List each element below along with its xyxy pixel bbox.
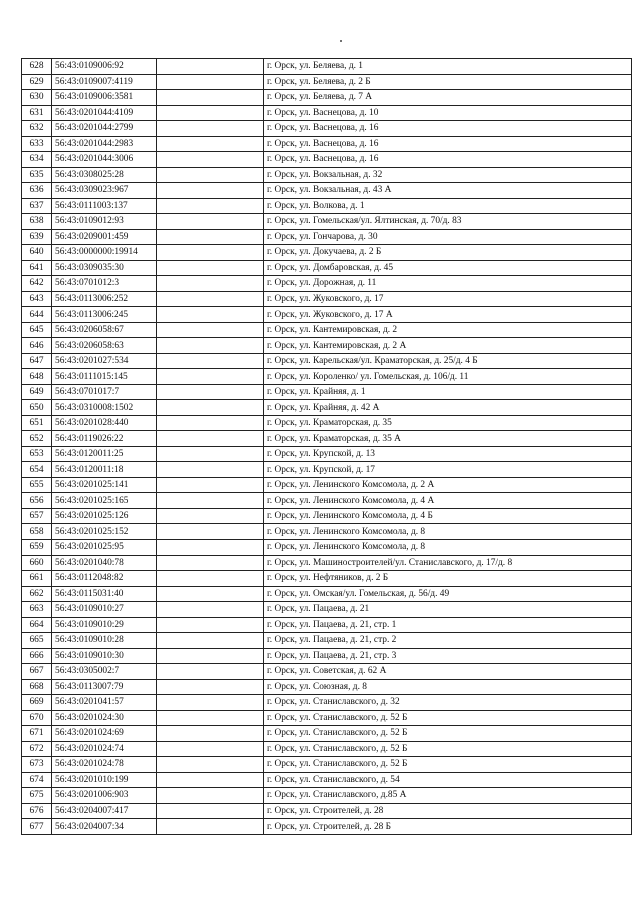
empty-cell bbox=[157, 136, 264, 152]
row-number: 650 bbox=[22, 400, 52, 416]
cadastral-number: 56:43:0119026:22 bbox=[52, 431, 157, 447]
empty-cell bbox=[157, 245, 264, 261]
row-number: 656 bbox=[22, 493, 52, 509]
address: г. Орск, ул. Гончарова, д. 30 bbox=[264, 229, 632, 245]
table-row bbox=[22, 276, 632, 292]
table-row bbox=[22, 524, 632, 540]
row-number: 653 bbox=[22, 446, 52, 462]
table-row bbox=[22, 74, 632, 90]
empty-cell bbox=[157, 322, 264, 338]
address: г. Орск, ул. Ленинского Комсомола, д. 4 А bbox=[264, 493, 632, 509]
address: г. Орск, ул. Ленинского Комсомола, д. 8 bbox=[264, 539, 632, 555]
address: г. Орск, ул. Волкова, д. 1 bbox=[264, 198, 632, 214]
cadastral-number: 56:43:0701017:7 bbox=[52, 384, 157, 400]
cadastral-number: 56:43:0305002:7 bbox=[52, 664, 157, 680]
cadastral-number: 56:43:0308025:28 bbox=[52, 167, 157, 183]
address: г. Орск, ул. Васнецова, д. 10 bbox=[264, 105, 632, 121]
empty-cell bbox=[157, 260, 264, 276]
cadastral-number: 56:43:0109010:28 bbox=[52, 633, 157, 649]
row-number: 635 bbox=[22, 167, 52, 183]
table-row bbox=[22, 803, 632, 819]
row-number: 644 bbox=[22, 307, 52, 323]
empty-cell bbox=[157, 493, 264, 509]
empty-cell bbox=[157, 710, 264, 726]
table-row bbox=[22, 462, 632, 478]
row-number: 632 bbox=[22, 121, 52, 137]
empty-cell bbox=[157, 648, 264, 664]
address: г. Орск, ул. Советская, д. 62 А bbox=[264, 664, 632, 680]
cadastral-number: 56:43:0109006:3581 bbox=[52, 90, 157, 106]
table-row bbox=[22, 648, 632, 664]
table-row bbox=[22, 710, 632, 726]
empty-cell bbox=[157, 307, 264, 323]
table-row bbox=[22, 788, 632, 804]
table-row bbox=[22, 183, 632, 199]
empty-cell bbox=[157, 353, 264, 369]
address: г. Орск, ул. Васнецова, д. 16 bbox=[264, 121, 632, 137]
cadastral-number: 56:43:0201025:152 bbox=[52, 524, 157, 540]
cadastral-number: 56:43:0204007:417 bbox=[52, 803, 157, 819]
table-row bbox=[22, 384, 632, 400]
table-row bbox=[22, 291, 632, 307]
cadastral-number: 56:43:0209001:459 bbox=[52, 229, 157, 245]
table-row bbox=[22, 152, 632, 168]
row-number: 628 bbox=[22, 59, 52, 75]
empty-cell bbox=[157, 369, 264, 385]
empty-cell bbox=[157, 726, 264, 742]
table-row bbox=[22, 772, 632, 788]
address: г. Орск, ул. Беляева, д. 1 bbox=[264, 59, 632, 75]
empty-cell bbox=[157, 400, 264, 416]
row-number: 659 bbox=[22, 539, 52, 555]
row-number: 660 bbox=[22, 555, 52, 571]
address: г. Орск, ул. Крупской, д. 13 bbox=[264, 446, 632, 462]
table-row bbox=[22, 586, 632, 602]
row-number: 666 bbox=[22, 648, 52, 664]
empty-cell bbox=[157, 183, 264, 199]
address: г. Орск, ул. Жуковского, д. 17 А bbox=[264, 307, 632, 323]
row-number: 658 bbox=[22, 524, 52, 540]
address: г. Орск, ул. Карельская/ул. Краматорская, д. 25/д. 4 Б bbox=[264, 353, 632, 369]
address: г. Орск, ул. Жуковского, д. 17 bbox=[264, 291, 632, 307]
cadastral-number: 56:43:0206058:63 bbox=[52, 338, 157, 354]
address: г. Орск, ул. Ленинского Комсомола, д. 2 А bbox=[264, 477, 632, 493]
row-number: 677 bbox=[22, 819, 52, 835]
cadastral-number: 56:43:0201025:165 bbox=[52, 493, 157, 509]
cadastral-number: 56:43:0113006:245 bbox=[52, 307, 157, 323]
empty-cell bbox=[157, 788, 264, 804]
row-number: 661 bbox=[22, 571, 52, 587]
empty-cell bbox=[157, 198, 264, 214]
table-row bbox=[22, 322, 632, 338]
address: г. Орск, ул. Союзная, д. 8 bbox=[264, 679, 632, 695]
row-number: 629 bbox=[22, 74, 52, 90]
table-row bbox=[22, 260, 632, 276]
cadastral-number: 56:43:0201044:2799 bbox=[52, 121, 157, 137]
row-number: 643 bbox=[22, 291, 52, 307]
cadastral-number: 56:43:0201025:126 bbox=[52, 508, 157, 524]
address: г. Орск, ул. Станиславского, д.85 А bbox=[264, 788, 632, 804]
cadastral-number: 56:43:0201028:440 bbox=[52, 415, 157, 431]
empty-cell bbox=[157, 602, 264, 618]
table-row bbox=[22, 695, 632, 711]
cadastral-number: 56:43:0120011:25 bbox=[52, 446, 157, 462]
table-row bbox=[22, 214, 632, 230]
row-number: 667 bbox=[22, 664, 52, 680]
row-number: 641 bbox=[22, 260, 52, 276]
row-number: 649 bbox=[22, 384, 52, 400]
row-number: 669 bbox=[22, 695, 52, 711]
address: г. Орск, ул. Станиславского, д. 52 Б bbox=[264, 757, 632, 773]
row-number: 651 bbox=[22, 415, 52, 431]
table-row bbox=[22, 105, 632, 121]
address: г. Орск, ул. Ленинского Комсомола, д. 4 Б bbox=[264, 508, 632, 524]
table-row bbox=[22, 555, 632, 571]
row-number: 676 bbox=[22, 803, 52, 819]
cadastral-number: 56:43:0109007:4119 bbox=[52, 74, 157, 90]
table-row bbox=[22, 415, 632, 431]
row-number: 646 bbox=[22, 338, 52, 354]
table-row bbox=[22, 90, 632, 106]
empty-cell bbox=[157, 803, 264, 819]
table-row bbox=[22, 633, 632, 649]
address: г. Орск, ул. Строителей, д. 28 Б bbox=[264, 819, 632, 835]
cadastral-number: 56:43:0109010:27 bbox=[52, 602, 157, 618]
address: г. Орск, ул. Станиславского, д. 52 Б bbox=[264, 726, 632, 742]
table-row bbox=[22, 602, 632, 618]
row-number: 637 bbox=[22, 198, 52, 214]
cadastral-number: 56:43:0201010:199 bbox=[52, 772, 157, 788]
address: г. Орск, ул. Крайняя, д. 42 А bbox=[264, 400, 632, 416]
empty-cell bbox=[157, 105, 264, 121]
cadastral-number: 56:43:0109006:92 bbox=[52, 59, 157, 75]
empty-cell bbox=[157, 74, 264, 90]
cadastral-number: 56:43:0701012:3 bbox=[52, 276, 157, 292]
address: г. Орск, ул. Васнецова, д. 16 bbox=[264, 152, 632, 168]
row-number: 654 bbox=[22, 462, 52, 478]
cadastral-number: 56:43:0310008:1502 bbox=[52, 400, 157, 416]
address: г. Орск, ул. Станиславского, д. 52 Б bbox=[264, 741, 632, 757]
address: г. Орск, ул. Ленинского Комсомола, д. 8 bbox=[264, 524, 632, 540]
empty-cell bbox=[157, 539, 264, 555]
cadastral-number: 56:43:0201044:3006 bbox=[52, 152, 157, 168]
empty-cell bbox=[157, 633, 264, 649]
table-row bbox=[22, 477, 632, 493]
address: г. Орск, ул. Вокзальная, д. 32 bbox=[264, 167, 632, 183]
cadastral-number: 56:43:0201040:78 bbox=[52, 555, 157, 571]
empty-cell bbox=[157, 152, 264, 168]
address: г. Орск, ул. Докучаева, д. 2 Б bbox=[264, 245, 632, 261]
table-row bbox=[22, 229, 632, 245]
row-number: 631 bbox=[22, 105, 52, 121]
property-register-table bbox=[21, 58, 632, 835]
table-row bbox=[22, 679, 632, 695]
table-row bbox=[22, 121, 632, 137]
cadastral-number: 56:43:0109010:29 bbox=[52, 617, 157, 633]
cadastral-number: 56:43:0201041:57 bbox=[52, 695, 157, 711]
table-row bbox=[22, 493, 632, 509]
empty-cell bbox=[157, 555, 264, 571]
address: г. Орск, ул. Беляева, д. 2 Б bbox=[264, 74, 632, 90]
address: г. Орск, ул. Пацаева, д. 21, стр. 3 bbox=[264, 648, 632, 664]
cadastral-number: 56:43:0309023:967 bbox=[52, 183, 157, 199]
row-number: 655 bbox=[22, 477, 52, 493]
address: г. Орск, ул. Крупской, д. 17 bbox=[264, 462, 632, 478]
address: г. Орск, ул. Домбаровская, д. 45 bbox=[264, 260, 632, 276]
table-row bbox=[22, 741, 632, 757]
table-row bbox=[22, 400, 632, 416]
address: г. Орск, ул. Васнецова, д. 16 bbox=[264, 136, 632, 152]
address: г. Орск, ул. Краматорская, д. 35 А bbox=[264, 431, 632, 447]
row-number: 640 bbox=[22, 245, 52, 261]
row-number: 663 bbox=[22, 602, 52, 618]
table-row bbox=[22, 726, 632, 742]
cadastral-number: 56:43:0201024:69 bbox=[52, 726, 157, 742]
empty-cell bbox=[157, 415, 264, 431]
address: г. Орск, ул. Нефтяников, д. 2 Б bbox=[264, 571, 632, 587]
address: г. Орск, ул. Машиностроителей/ул. Станиславского, д. 17/д. 8 bbox=[264, 555, 632, 571]
empty-cell bbox=[157, 462, 264, 478]
empty-cell bbox=[157, 524, 264, 540]
row-number: 672 bbox=[22, 741, 52, 757]
empty-cell bbox=[157, 431, 264, 447]
row-number: 668 bbox=[22, 679, 52, 695]
address: г. Орск, ул. Омская/ул. Гомельская, д. 56/д. 49 bbox=[264, 586, 632, 602]
cadastral-number: 56:43:0201025:141 bbox=[52, 477, 157, 493]
address: г. Орск, ул. Пацаева, д. 21, стр. 1 bbox=[264, 617, 632, 633]
cadastral-number: 56:43:0201006:903 bbox=[52, 788, 157, 804]
row-number: 636 bbox=[22, 183, 52, 199]
empty-cell bbox=[157, 819, 264, 835]
address: г. Орск, ул. Короленко/ ул. Гомельская, д. 106/д. 11 bbox=[264, 369, 632, 385]
cadastral-number: 56:43:0115031:40 bbox=[52, 586, 157, 602]
empty-cell bbox=[157, 167, 264, 183]
row-number: 664 bbox=[22, 617, 52, 633]
address: г. Орск, ул. Пацаева, д. 21 bbox=[264, 602, 632, 618]
row-number: 657 bbox=[22, 508, 52, 524]
empty-cell bbox=[157, 741, 264, 757]
cadastral-number: 56:43:0201024:74 bbox=[52, 741, 157, 757]
address: г. Орск, ул. Крайняя, д. 1 bbox=[264, 384, 632, 400]
cadastral-number: 56:43:0112048:82 bbox=[52, 571, 157, 587]
cadastral-number: 56:43:0201024:30 bbox=[52, 710, 157, 726]
table-row bbox=[22, 446, 632, 462]
empty-cell bbox=[157, 90, 264, 106]
address: г. Орск, ул. Дорожная, д. 11 bbox=[264, 276, 632, 292]
table-row bbox=[22, 757, 632, 773]
empty-cell bbox=[157, 757, 264, 773]
row-number: 673 bbox=[22, 757, 52, 773]
table-row bbox=[22, 431, 632, 447]
row-number: 662 bbox=[22, 586, 52, 602]
table-row bbox=[22, 369, 632, 385]
empty-cell bbox=[157, 291, 264, 307]
empty-cell bbox=[157, 571, 264, 587]
empty-cell bbox=[157, 384, 264, 400]
table-row bbox=[22, 819, 632, 835]
address: г. Орск, ул. Станиславского, д. 32 bbox=[264, 695, 632, 711]
row-number: 652 bbox=[22, 431, 52, 447]
cadastral-number: 56:43:0000000:19914 bbox=[52, 245, 157, 261]
empty-cell bbox=[157, 214, 264, 230]
cadastral-number: 56:43:0111015:145 bbox=[52, 369, 157, 385]
table-row bbox=[22, 664, 632, 680]
cadastral-number: 56:43:0201027:534 bbox=[52, 353, 157, 369]
row-number: 675 bbox=[22, 788, 52, 804]
empty-cell bbox=[157, 59, 264, 75]
address: г. Орск, ул. Беляева, д. 7 А bbox=[264, 90, 632, 106]
empty-cell bbox=[157, 276, 264, 292]
table-row bbox=[22, 539, 632, 555]
row-number: 630 bbox=[22, 90, 52, 106]
empty-cell bbox=[157, 508, 264, 524]
empty-cell bbox=[157, 121, 264, 137]
empty-cell bbox=[157, 664, 264, 680]
cadastral-number: 56:43:0201025:95 bbox=[52, 539, 157, 555]
empty-cell bbox=[157, 338, 264, 354]
address: г. Орск, ул. Краматорская, д. 35 bbox=[264, 415, 632, 431]
table-row bbox=[22, 571, 632, 587]
table-row bbox=[22, 59, 632, 75]
cadastral-number: 56:43:0201044:2983 bbox=[52, 136, 157, 152]
table-row bbox=[22, 353, 632, 369]
cadastral-number: 56:43:0113007:79 bbox=[52, 679, 157, 695]
row-number: 634 bbox=[22, 152, 52, 168]
empty-cell bbox=[157, 617, 264, 633]
cadastral-number: 56:43:0120011:18 bbox=[52, 462, 157, 478]
empty-cell bbox=[157, 229, 264, 245]
cadastral-number: 56:43:0206058:67 bbox=[52, 322, 157, 338]
table-row bbox=[22, 307, 632, 323]
scan-speck bbox=[340, 40, 342, 42]
empty-cell bbox=[157, 679, 264, 695]
table-row bbox=[22, 338, 632, 354]
row-number: 633 bbox=[22, 136, 52, 152]
cadastral-number: 56:43:0204007:34 bbox=[52, 819, 157, 835]
row-number: 665 bbox=[22, 633, 52, 649]
row-number: 647 bbox=[22, 353, 52, 369]
address: г. Орск, ул. Строителей, д. 28 bbox=[264, 803, 632, 819]
cadastral-number: 56:43:0109012:93 bbox=[52, 214, 157, 230]
empty-cell bbox=[157, 477, 264, 493]
row-number: 638 bbox=[22, 214, 52, 230]
table-row bbox=[22, 167, 632, 183]
table-row bbox=[22, 508, 632, 524]
cadastral-number: 56:43:0109010:30 bbox=[52, 648, 157, 664]
address: г. Орск, ул. Кантемировская, д. 2 А bbox=[264, 338, 632, 354]
table-row bbox=[22, 245, 632, 261]
cadastral-number: 56:43:0201024:78 bbox=[52, 757, 157, 773]
empty-cell bbox=[157, 695, 264, 711]
address: г. Орск, ул. Вокзальная, д. 43 А bbox=[264, 183, 632, 199]
cadastral-number: 56:43:0309035:30 bbox=[52, 260, 157, 276]
table-row bbox=[22, 136, 632, 152]
row-number: 642 bbox=[22, 276, 52, 292]
empty-cell bbox=[157, 446, 264, 462]
address: г. Орск, ул. Станиславского, д. 54 bbox=[264, 772, 632, 788]
table-row bbox=[22, 198, 632, 214]
empty-cell bbox=[157, 772, 264, 788]
cadastral-number: 56:43:0113006:252 bbox=[52, 291, 157, 307]
address: г. Орск, ул. Гомельская/ул. Ялтинская, д. 70/д. 83 bbox=[264, 214, 632, 230]
cadastral-number: 56:43:0111003:137 bbox=[52, 198, 157, 214]
address: г. Орск, ул. Пацаева, д. 21, стр. 2 bbox=[264, 633, 632, 649]
cadastral-number: 56:43:0201044:4109 bbox=[52, 105, 157, 121]
address: г. Орск, ул. Станиславского, д. 52 Б bbox=[264, 710, 632, 726]
table-row bbox=[22, 617, 632, 633]
row-number: 645 bbox=[22, 322, 52, 338]
row-number: 648 bbox=[22, 369, 52, 385]
row-number: 674 bbox=[22, 772, 52, 788]
address: г. Орск, ул. Кантемировская, д. 2 bbox=[264, 322, 632, 338]
row-number: 639 bbox=[22, 229, 52, 245]
row-number: 671 bbox=[22, 726, 52, 742]
row-number: 670 bbox=[22, 710, 52, 726]
empty-cell bbox=[157, 586, 264, 602]
table-body bbox=[22, 59, 632, 835]
